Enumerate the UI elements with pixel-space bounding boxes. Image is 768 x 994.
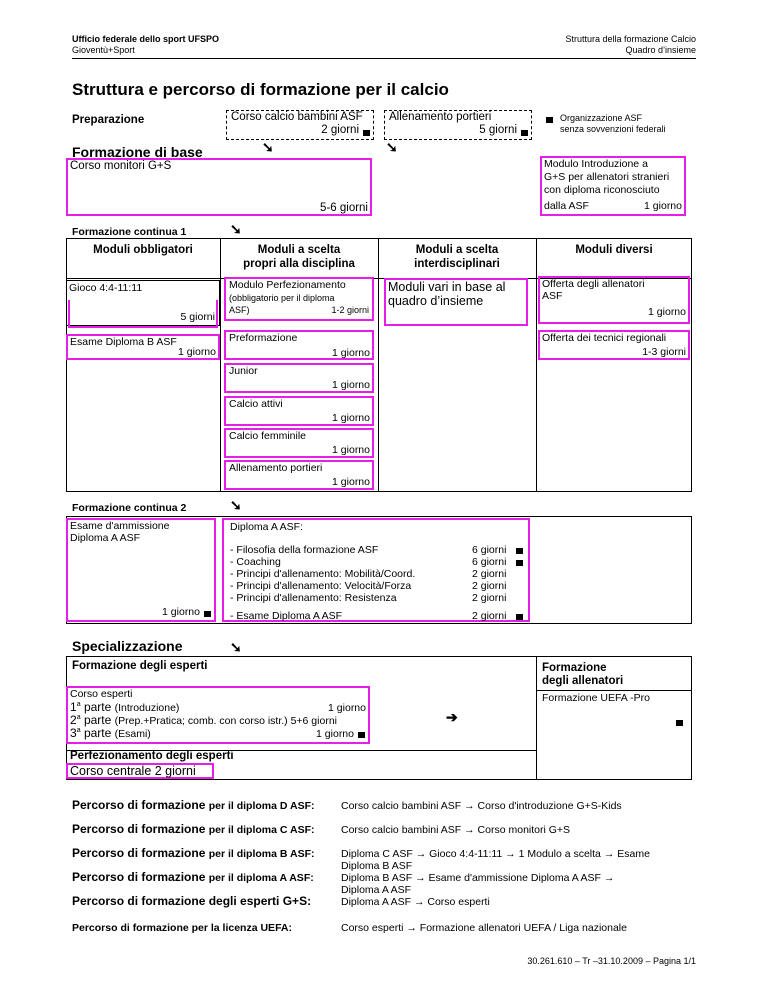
asf-marker-icon: [204, 611, 211, 617]
diploma-a-exam-days: 2 giorni: [472, 610, 507, 622]
module-vari: [384, 278, 528, 326]
diploma-a-days: 6 giorni: [472, 556, 507, 568]
module-vari-line2: quadro d’insieme: [388, 294, 484, 308]
expert-advanced-heading: Perfezionamento degli esperti: [70, 750, 234, 762]
course-central: [66, 763, 214, 779]
diploma-a-item: - Principi d'allenamento: Mobilità/Coord.: [230, 568, 416, 580]
spec-coaches-heading1: Formazione: [542, 662, 607, 674]
col-header-discipline-2: propri alla disciplina: [243, 258, 355, 270]
asf-marker-icon: [363, 130, 370, 136]
part-desc: (Introduzione): [114, 702, 180, 714]
path-label: Percorso di formazione: [72, 822, 206, 836]
course-experts-label: Corso esperti: [70, 688, 133, 700]
fc1-col-divider: [220, 238, 221, 492]
col-header-inter-1: Moduli a scelta: [415, 244, 499, 256]
module-gioco-days: 5 giorni: [180, 311, 215, 323]
arrow-down-icon: ➘: [230, 221, 242, 237]
admission-line2: Diploma A ASF: [70, 532, 141, 544]
fc1-col-divider: [536, 238, 537, 492]
path-value: Corso calcio bambini ASF → Corso monitori G+S: [341, 824, 571, 836]
diploma-a-days: 2 giorni: [472, 592, 507, 604]
intro-line2: G+S per allenatori stranieri: [544, 171, 670, 183]
header-sub: Quadro d’insieme: [625, 45, 696, 55]
admission-days: 1 giorno: [162, 606, 200, 618]
module-portieri: [224, 460, 374, 490]
part-word: parte: [83, 726, 112, 740]
module-fem-days: 1 giorno: [332, 444, 370, 456]
path-label: Percorso di formazione: [72, 798, 206, 812]
spec-coaches-heading2: degli allenatori: [542, 675, 624, 687]
module-vari-line1: Moduli vari in base al: [388, 280, 506, 294]
asf-marker-icon: [521, 130, 528, 136]
diploma-a-days: 6 giorni: [472, 544, 507, 556]
arrow-down-left-icon: ➘: [386, 139, 398, 155]
fc2-diploma-a: [222, 518, 530, 622]
admission-line1: Esame d'ammissione: [70, 520, 170, 532]
offer-line1: Offerta degli allenatori: [542, 278, 645, 290]
header-org: Ufficio federale dello sport UFSPO: [72, 34, 220, 44]
header-doc: Struttura della formazione Calcio: [565, 34, 696, 44]
module-esame-b-label: Esame Diploma B ASF: [70, 336, 177, 348]
part1-days: 1 giorno: [328, 702, 366, 714]
module-perfezionamento: [224, 277, 374, 321]
prep-course-goalkeeper-label: Allenamento portieri: [389, 111, 492, 123]
prep-course-kids-days: 2 giorni: [321, 124, 359, 136]
arrow-down-icon: ➘: [262, 139, 274, 155]
part3-days: 1 giorno: [316, 728, 354, 740]
spec-uefa-pro: Formazione UEFA -Pro: [542, 692, 650, 704]
asf-marker-icon: [358, 732, 365, 738]
diploma-a-heading: Diploma A ASF:: [230, 521, 303, 533]
module-esame-b: [66, 334, 220, 360]
path-value: Diploma A ASF → Corso esperti: [341, 896, 490, 908]
col-header-various: Moduli diversi: [575, 244, 653, 256]
module-femminile: [224, 428, 374, 458]
arrow-right-icon: ➔: [446, 709, 458, 725]
intro-days: 1 giorno: [644, 200, 682, 212]
part-desc: (Esami): [114, 728, 151, 740]
part-sup: a: [76, 701, 81, 708]
module-port-days: 1 giorno: [332, 476, 370, 488]
path-label: Percorso di formazione: [72, 846, 206, 860]
spec-divider: [536, 656, 537, 780]
path-label: Percorso di formazione per la licenza UEFA:: [72, 922, 292, 934]
asf-marker-icon: [516, 614, 523, 620]
legend-marker-icon: [546, 117, 553, 123]
course-monitori: [66, 158, 372, 216]
fc2-label: Formazione continua 2: [72, 502, 187, 514]
part-sup: a: [76, 727, 81, 734]
legend-line2: senza sovvenzioni federali: [560, 124, 666, 134]
diploma-a-item: - Principi d'allenamento: Resistenza: [230, 592, 397, 604]
diploma-a-item: - Filosofia della formazione ASF: [230, 544, 379, 556]
asf-marker-icon: [676, 720, 683, 726]
course-monitori-label: Corso monitori G+S: [70, 160, 172, 172]
part-sup: a: [76, 714, 81, 721]
page-title: Struttura e percorso di formazione per il calcio: [72, 80, 449, 99]
prep-label: Preparazione: [72, 114, 145, 126]
fc1-col-divider: [378, 238, 379, 492]
path-value: Diploma B ASF → Esame d'ammissione Diploma A ASF →: [341, 872, 615, 884]
spec-label: Specializzazione: [72, 638, 183, 654]
module-attivi-label: Calcio attivi: [229, 398, 283, 410]
path-sublabel: per il diploma D ASF:: [208, 800, 315, 812]
offer-regional: [538, 330, 690, 360]
part-desc: (Prep.+Pratica; comb. con corso istr.) 5+6 giorni: [114, 715, 337, 727]
fc2-admission: [66, 518, 216, 622]
prep-course-goalkeeper-days: 5 giorni: [479, 124, 517, 136]
path-label: Percorso di formazione: [72, 870, 206, 884]
part-num: 3: [70, 726, 77, 740]
spec-rule: [536, 690, 692, 691]
module-fem-label: Calcio femminile: [229, 430, 307, 442]
offer-regional-label: Offerta dei tecnici regionali: [542, 332, 667, 344]
asf-marker-icon: [516, 560, 523, 566]
fc1-label: Formazione continua 1: [72, 226, 187, 238]
module-pref-label: Preformazione: [229, 332, 298, 344]
page-footer: 30.261.610 – Tr –31.10.2009 – Pagina 1/1: [527, 956, 696, 966]
module-perf-note1: (obbligatorio per il diploma: [229, 293, 335, 303]
module-gioco-highlight: [68, 300, 218, 328]
path-sublabel: per il diploma A ASF:: [208, 872, 314, 884]
base-label: Formazione di base: [72, 144, 203, 160]
module-attivi: [224, 396, 374, 426]
part-word: parte: [83, 700, 112, 714]
module-junior: [224, 363, 374, 393]
module-port-label: Allenamento portieri: [229, 462, 323, 474]
prep-course-kids: [226, 110, 374, 140]
module-perf-note2: ASF): [229, 305, 250, 315]
path-value-cont: Diploma A ASF: [341, 884, 412, 896]
module-preformazione: [224, 330, 374, 360]
intro-line3: con diploma riconosciuto: [544, 184, 660, 196]
arrow-down-icon: ➘: [230, 639, 242, 655]
asf-marker-icon: [516, 548, 523, 554]
path-sublabel: per il diploma C ASF:: [208, 824, 315, 836]
module-pref-days: 1 giorno: [332, 347, 370, 359]
diploma-a-item: - Principi d'allenamento: Velocità/Forza: [230, 580, 412, 592]
module-esame-b-days: 1 giorno: [178, 346, 216, 358]
header-program: Gioventù+Sport: [72, 45, 135, 55]
intro-line4: dalla ASF: [544, 200, 589, 212]
col-header-mandatory: Moduli obbligatori: [93, 244, 193, 256]
prep-course-goalkeeper: [384, 110, 532, 140]
module-attivi-days: 1 giorno: [332, 412, 370, 424]
module-perf-label: Modulo Perfezionamento: [229, 279, 346, 291]
course-experts: [66, 686, 370, 744]
intro-line1: Modulo Introduzione a: [544, 158, 648, 170]
path-value-cont: Diploma B ASF: [341, 860, 413, 872]
part-num: 2: [70, 713, 77, 727]
path-sublabel: per il diploma B ASF:: [208, 848, 315, 860]
prep-course-kids-label: Corso calcio bambini ASF: [231, 111, 363, 123]
header-rule: [72, 58, 696, 59]
part-num: 1: [70, 700, 77, 714]
offer-days: 1 giorno: [648, 306, 686, 318]
path-value: Corso calcio bambini ASF → Corso d'introduzione G+S-Kids: [341, 800, 622, 812]
spec-experts-heading: Formazione degli esperti: [72, 660, 208, 672]
legend-line1: Organizzazione ASF: [560, 113, 643, 123]
module-intro-foreign: [540, 156, 686, 216]
module-perf-days: 1-2 giorni: [331, 305, 369, 315]
module-junior-days: 1 giorno: [332, 379, 370, 391]
diploma-a-days: 2 giorni: [472, 580, 507, 592]
offer-regional-days: 1-3 giorni: [642, 346, 686, 358]
path-label: Percorso di formazione degli esperti G+S:: [72, 894, 312, 908]
arrow-down-icon: ➘: [230, 497, 242, 513]
diploma-a-item: - Coaching: [230, 556, 281, 568]
path-value: Corso esperti → Formazione allenatori UEFA / Liga nazionale: [341, 922, 627, 934]
module-gioco-label: Gioco 4:4-11:11: [69, 282, 143, 294]
offer-line2: ASF: [542, 290, 563, 302]
offer-asf-coaches: [538, 276, 690, 324]
col-header-discipline-1: Moduli a scelta: [257, 244, 341, 256]
diploma-a-days: 2 giorni: [472, 568, 507, 580]
part-word: parte: [83, 713, 112, 727]
col-header-inter-2: interdisciplinari: [414, 258, 500, 270]
course-monitori-days: 5-6 giorni: [320, 202, 368, 214]
course-central-label: Corso centrale 2 giorni: [70, 764, 196, 778]
diploma-a-exam: - Esame Diploma A ASF: [230, 610, 343, 622]
module-junior-label: Junior: [229, 365, 258, 377]
path-value: Diploma C ASF → Gioco 4:4-11:11 → 1 Modulo a scelta → Esame: [341, 848, 650, 860]
